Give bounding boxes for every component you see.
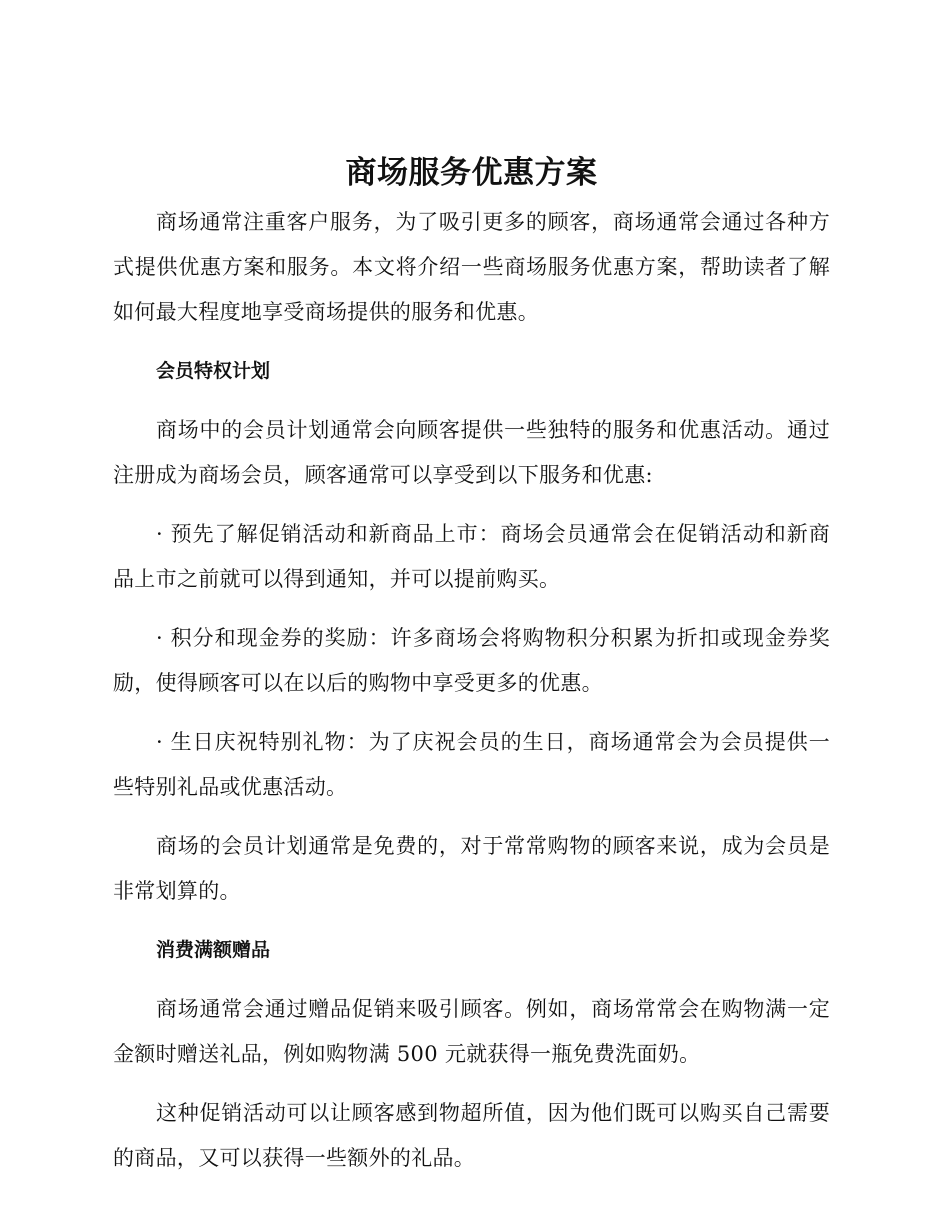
gifts-paragraph: 这种促销活动可以让顾客感到物超所值，因为他们既可以购买自己需要的商品，又可以获得一些额外的礼品。 xyxy=(113,1101,830,1170)
membership-paragraph: 商场中的会员计划通常会向顾客提供一些独特的服务和优惠活动。通过注册成为商场会员，顾客通常可以享受到以下服务和优惠: xyxy=(113,418,830,487)
document-title: 商场服务优惠方案 xyxy=(345,155,598,191)
membership-bullet-item: · 预先了解促销活动和新商品上市：商场会员通常会在促销活动和新商品上市之前就可以得到通知，并可以提前购买。 xyxy=(113,522,830,591)
intro-paragraph: 商场通常注重客户服务，为了吸引更多的顾客，商场通常会通过各种方式提供优惠方案和服务。本文将介绍一些商场服务优惠方案，帮助读者了解如何最大程度地享受商场提供的服务和优惠。 xyxy=(113,210,830,324)
section-heading-membership: 会员特权计划 xyxy=(156,360,271,382)
document-page xyxy=(113,150,830,1195)
gifts-paragraph: 商场通常会通过赠品促销来吸引顾客。例如，商场常常会在购物满一定金额时赠送礼品，例如购物满 500 元就获得一瓶免费洗面奶。 xyxy=(113,997,830,1066)
membership-bullet-item: · 积分和现金券的奖励：许多商场会将购物积分积累为折扣或现金券奖励，使得顾客可以在以后的购物中享受更多的优惠。 xyxy=(113,626,830,695)
membership-bullet-item: · 生日庆祝特别礼物：为了庆祝会员的生日，商场通常会为会员提供一些特别礼品或优惠活动。 xyxy=(113,730,830,799)
section-heading-gifts: 消费满额赠品 xyxy=(156,939,271,961)
membership-summary-paragraph: 商场的会员计划通常是免费的，对于常常购物的顾客来说，成为会员是非常划算的。 xyxy=(113,834,830,903)
